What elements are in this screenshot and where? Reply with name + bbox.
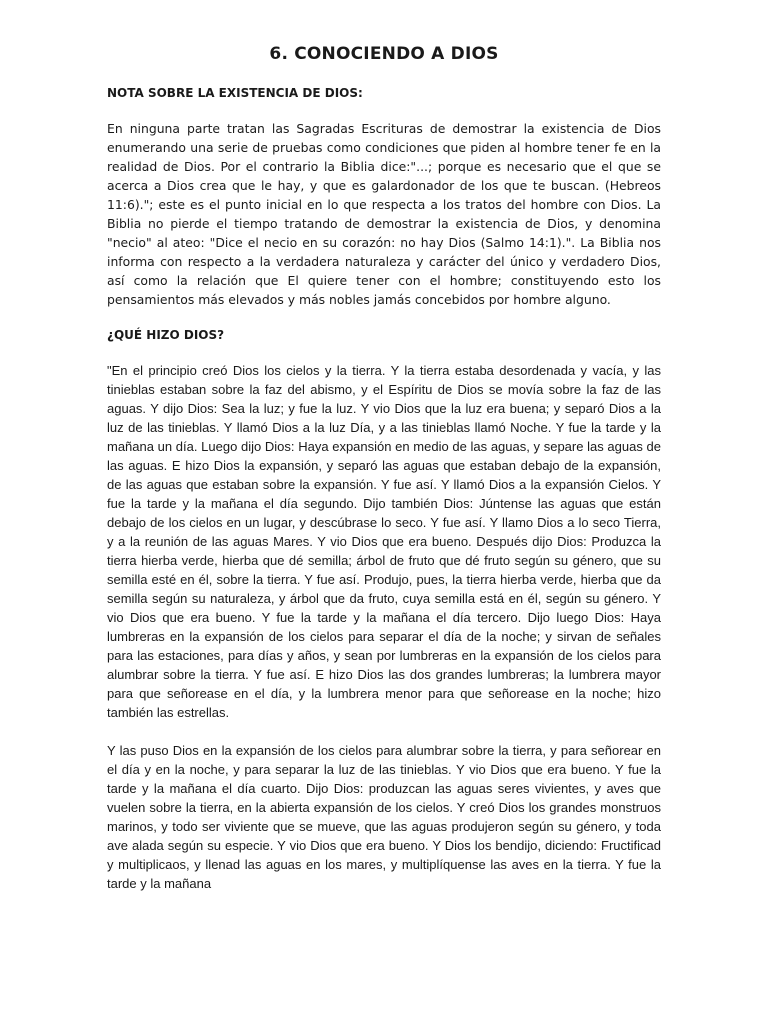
- paragraph-creacion-1: "En el principio creó Dios los cielos y la tierra. Y la tierra estaba desordenada y vacía, y las tinieblas estaban sobre la faz del abismo, y el Espíritu de Dios se movía sobre la faz de las aguas. Y dijo Dios: Sea la luz; y fue la luz. Y vio Dios que la luz era buena; y separó Dios a la luz de las tinieblas. Y llamó Dios a la luz Día, y a las tinieblas llamó Noche. Y fue la tarde y la mañana un día. Luego dijo Dios: Haya expansión en medio de las aguas, y separe las aguas de las aguas. E hizo Dios la expansión, y separó las aguas que estaban debajo de la expansión, de las aguas que estaban sobre la expansión. Y fue así. Y llamó Dios a la expansión Cielos. Y fue la tarde y la mañana el día segundo. Dijo también Dios: Júntense las aguas que están debajo de los cielos en un lugar, y descúbrase lo seco. Y fue así. Y llamo Dios a lo seco Tierra, y a la reunión de las aguas Mares. Y vio Dios que era bueno. Después dijo Dios: Produzca la tierra hierba verde, hierba que dé semilla; árbol de fruto que dé fruto según su género, que su semilla esté en él, sobre la tierra. Y fue así. Produjo, pues, la tierra hierba verde, hierba que da semilla según su naturaleza, y árbol que da fruto, cuya semilla está en él, según su género. Y vio Dios que era bueno. Y fue la tarde y la mañana el día tercero. Dijo luego Dios: Haya lumbreras en la expansión de los cielos para separar el día de la noche; y sirvan de señales para las estaciones, para días y años, y sean por lumbreras en la expansión de los cielos para alumbrar sobre la tierra. Y fue así. E hizo Dios las dos grandes lumbreras; la lumbrera mayor para que señorease en el día, y la lumbrera menor para que señorease en la noche; hizo también las estrellas.: [107, 363, 661, 720]
- section-heading-existencia: NOTA SOBRE LA EXISTENCIA DE DIOS:: [107, 86, 363, 100]
- paragraph-existencia: En ninguna parte tratan las Sagradas Escrituras de demostrar la existencia de Dios enumerando una serie de pruebas como condiciones que piden al hombre tener fe en la realidad de Dios. Por el contrario la Biblia dice:"...; porque es necesario que el que se acerca a Dios crea que le hay, y que es galardonador de los que te buscan. (Hebreos 11:6)."; este es el punto inicial en lo que respecta a los tratos del hombre con Dios. La Biblia no pierde el tiempo tratando de demostrar la existencia de Dios, y denomina "necio" al ateo: "Dice el necio en su corazón: no hay Dios (Salmo 14:1).". La Biblia nos informa con respecto a la verdadera naturaleza y carácter del único y verdadero Dios, así como la relación que El quiere tener con el hombre; constituyendo esto los pensamientos más elevados y más nobles jamás concebidos por hombre alguno.: [107, 121, 661, 307]
- paragraph-creacion-2: Y las puso Dios en la expansión de los cielos para alumbrar sobre la tierra, y para señorear en el día y en la noche, y para separar la luz de las tinieblas. Y vio Dios que era bueno. Y fue la tarde y la mañana el día cuarto. Dijo Dios: produzcan las aguas seres vivientes, y aves que vuelen sobre la tierra, en la abierta expansión de los cielos. Y creó Dios los grandes monstruos marinos, y todo ser viviente que se mueve, que las aguas produjeron según su género, y toda ave alada según su especie. Y vio Dios que era bueno. Y Dios los bendijo, diciendo: Fructificad y multiplicaos, y llenad las aguas en los mares, y multiplíquense las aves en la tierra. Y fue la tarde y la mañana: [107, 743, 661, 891]
- section-heading-que-hizo-dios: ¿QUÉ HIZO DIOS?: [107, 328, 225, 342]
- document-page: [107, 44, 661, 912]
- page-title: 6. CONOCIENDO A DIOS: [269, 44, 499, 64]
